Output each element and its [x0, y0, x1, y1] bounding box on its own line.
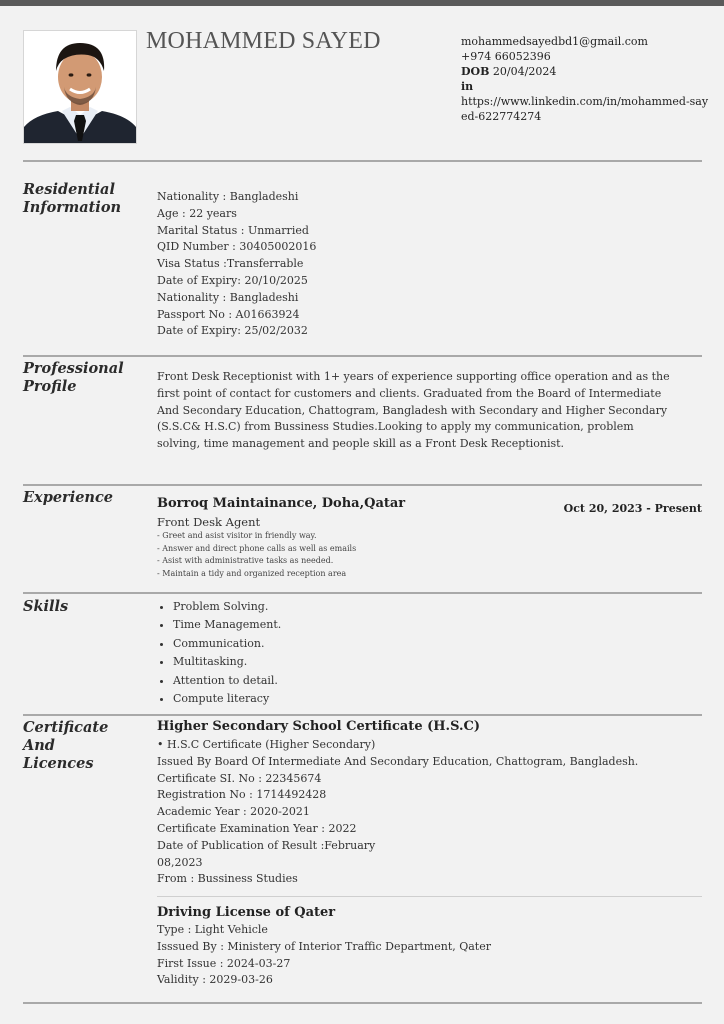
- license-line: Isssued By : Ministery of Interior Traffic Department, Qater: [157, 939, 491, 953]
- hsc-certificate-details: [157, 737, 638, 888]
- skill-item: • Attention to detail.: [173, 672, 281, 690]
- residential-line: Passport No : A01663924: [157, 307, 300, 321]
- hsc-line: • H.S.C Certificate (Higher Secondary): [157, 738, 376, 751]
- skill-item: • Problem Solving.: [173, 598, 281, 616]
- hsc-line: 08,2023: [157, 855, 203, 869]
- experience-dates: Oct 20, 2023 - Present: [563, 502, 702, 515]
- divider: [23, 484, 702, 486]
- section-title-certificates: Certificate And Licences: [23, 719, 109, 772]
- hsc-line: Certificate Examination Year : 2022: [157, 821, 357, 835]
- section-title-experience: Experience: [23, 489, 114, 506]
- experience-company: Borroq Maintainance, Doha,Qatar: [157, 496, 406, 511]
- residential-line: Marital Status : Unmarried: [157, 223, 309, 237]
- divider: [23, 1002, 702, 1004]
- duty-item: - Asist with administrative tasks as needed.: [157, 556, 334, 565]
- skill-item: • Compute literacy: [173, 690, 281, 708]
- top-accent-bar: [0, 0, 724, 6]
- section-title-skills: Skills: [23, 598, 69, 615]
- profile-photo: [23, 30, 137, 144]
- dob-value: 20/04/2024: [492, 65, 557, 78]
- residential-line: Date of Expiry: 20/10/2025: [157, 273, 308, 287]
- dob-line: [461, 64, 711, 79]
- residential-line: Nationality : Bangladeshi: [157, 290, 299, 304]
- phone-text: +974 66052396: [461, 50, 551, 63]
- divider: [23, 592, 702, 594]
- residential-line: QID Number : 30405002016: [157, 240, 317, 254]
- hsc-line: Certificate SI. No : 22345674: [157, 771, 322, 785]
- dob-label: DOB: [461, 65, 490, 78]
- section-title-residential: Residential Information: [23, 181, 122, 216]
- experience-duties: [157, 530, 356, 580]
- residential-line: Visa Status :Transferrable: [157, 257, 304, 271]
- hsc-certificate-title: Higher Secondary School Certificate (H.S.C): [157, 719, 481, 734]
- section-title-profile: Professional Profile: [23, 360, 124, 395]
- hsc-line: Date of Publication of Result :February: [157, 838, 376, 852]
- skill-item: • Multitasking.: [173, 653, 281, 671]
- hsc-line: From : Bussiness Studies: [157, 872, 298, 886]
- divider: [23, 160, 702, 162]
- divider: [23, 714, 702, 716]
- duty-item: - Answer and direct phone calls as well as emails: [157, 543, 357, 553]
- license-line: Type : Light Vehicle: [157, 923, 268, 936]
- skills-list: [157, 598, 281, 708]
- profile-text: Front Desk Receptionist with 1+ years of experience supporting office operation and as the first point of contact for customers and clients. Graduated from the Board of Intermediate And Secondary Education, Chattogram, Bangladesh with Secondary and Higher Secondary (S.S.C& H.S.C) from Bussiness Studies.Looking to apply my communication, problem solving, time management and people skill as a Front Desk Receptionist.: [157, 370, 670, 451]
- hsc-line: Academic Year : 2020-2021: [157, 805, 310, 819]
- duty-item: - Greet and asist visitor in friendly way.: [157, 531, 317, 540]
- skill-item: • Time Management.: [173, 616, 281, 634]
- license-line: Validity : 2029-03-26: [157, 973, 273, 987]
- driving-license-title: Driving License of Qater: [157, 905, 336, 920]
- linkedin-icon: in: [461, 80, 474, 93]
- duty-item: - Maintain a tidy and organized reception area: [157, 568, 347, 578]
- contact-block: [461, 34, 711, 124]
- hsc-line: Registration No : 1714492428: [157, 788, 327, 802]
- hsc-line: Issued By Board Of Intermediate And Secondary Education, Chattogram, Bangladesh.: [157, 754, 639, 768]
- driving-license-details: [157, 922, 491, 989]
- residential-info: [157, 189, 316, 340]
- divider: [23, 355, 702, 357]
- linkedin-link[interactable]: https://www.linkedin.com/in/mohammed-sayed-622774274: [461, 95, 709, 123]
- experience-role: Front Desk Agent: [157, 515, 261, 529]
- residential-line: Date of Expiry: 25/02/2032: [157, 324, 308, 338]
- skill-item: • Communication.: [173, 635, 281, 653]
- residential-line: Age : 22 years: [157, 206, 237, 220]
- residential-line: Nationality : Bangladeshi: [157, 190, 299, 203]
- sub-divider: [157, 896, 702, 897]
- candidate-name: MOHAMMED SAYED: [146, 28, 381, 54]
- license-line: First Issue : 2024-03-27: [157, 956, 291, 970]
- email-text[interactable]: mohammedsayedbd1@gmail.com: [461, 35, 648, 48]
